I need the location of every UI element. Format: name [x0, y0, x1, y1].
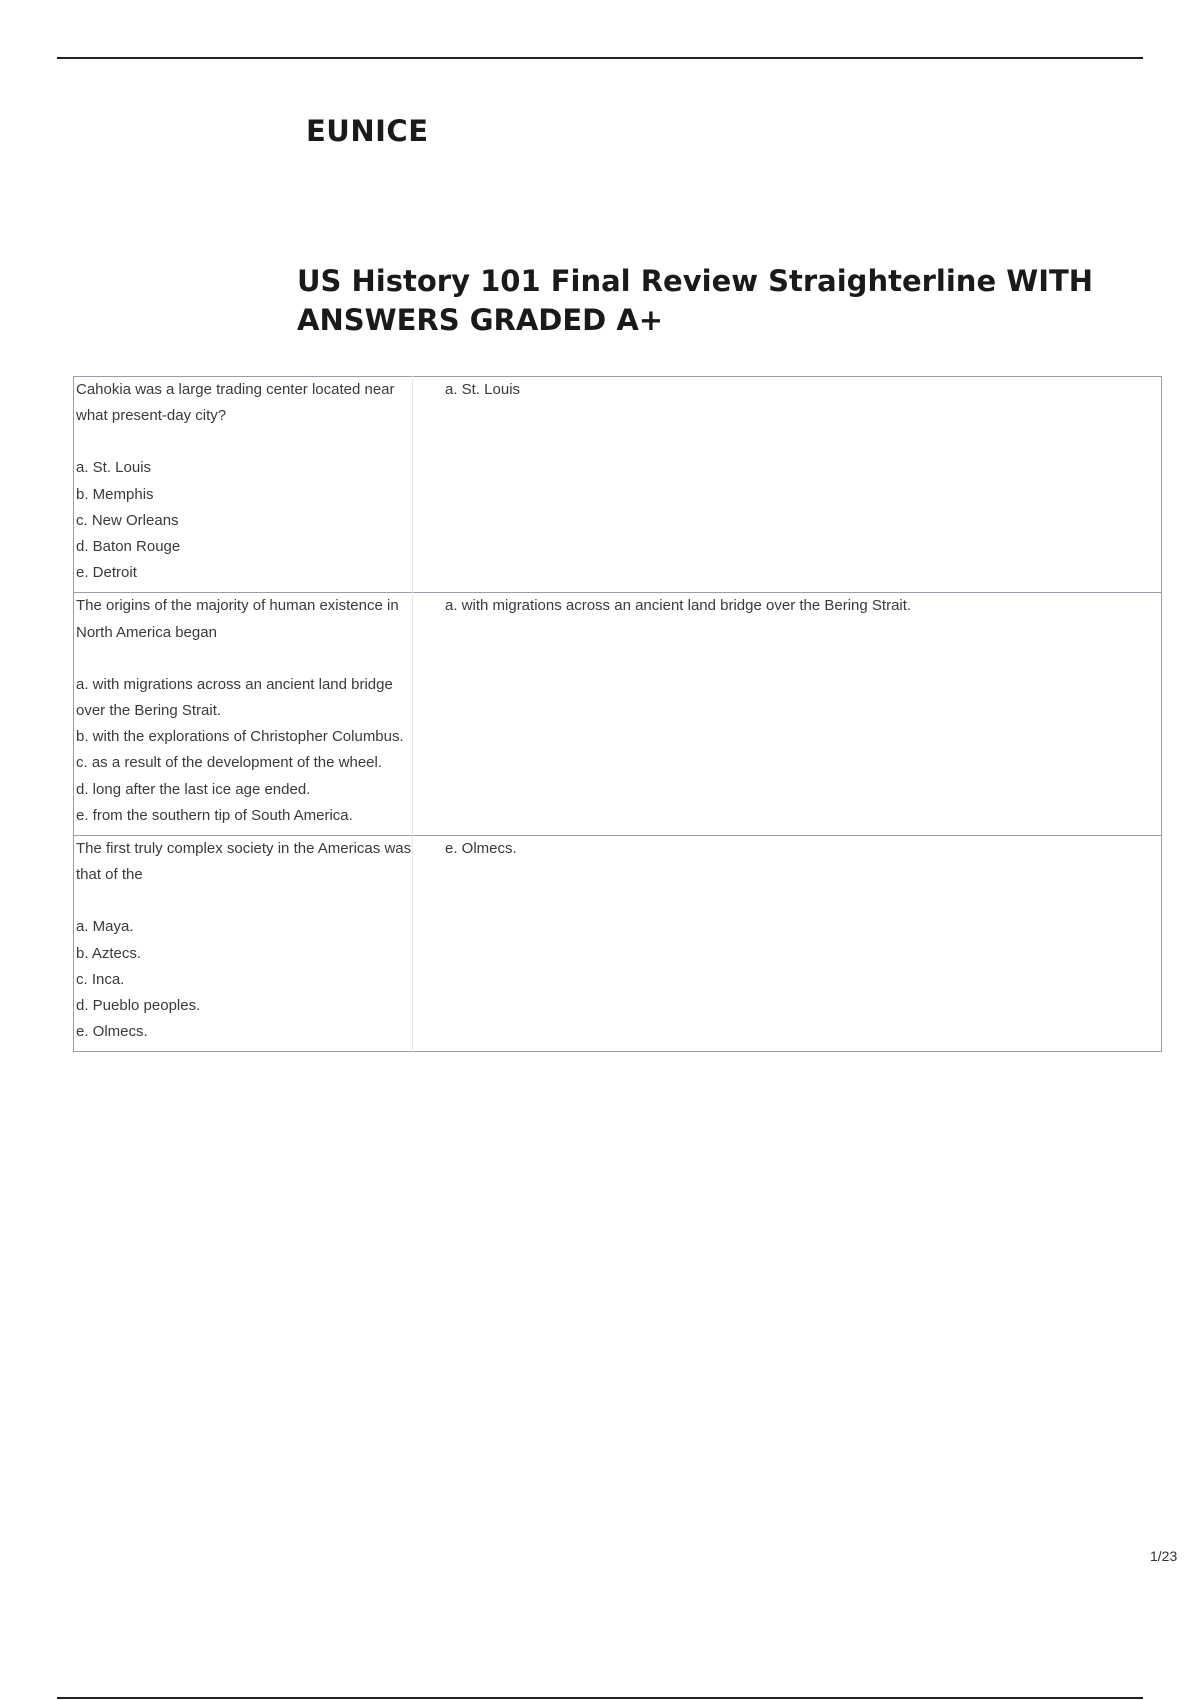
answer-cell: [413, 377, 1162, 593]
answer-cell: [413, 593, 1162, 836]
spacer: [76, 646, 412, 672]
question-cell: [74, 377, 413, 593]
option-item: e. Detroit: [76, 564, 137, 582]
question-answer-table: [73, 376, 1162, 1052]
question-cell: [74, 593, 413, 836]
option-item: a. with migrations across an ancient land bridge over the Bering Strait.: [76, 675, 393, 720]
answer-text: e. Olmecs.: [445, 840, 517, 858]
option-item: d. Baton Rouge: [76, 538, 181, 556]
option-item: b. Aztecs.: [76, 944, 142, 962]
spacer: [76, 429, 412, 455]
option-item: b. Memphis: [76, 485, 154, 503]
page-number: 1/23: [1150, 1548, 1178, 1564]
answer-text: a. St. Louis: [445, 381, 521, 398]
answer-text: a. with migrations across an ancient land bridge over the Bering Strait.: [445, 597, 912, 615]
option-item: d. long after the last ice age ended.: [76, 780, 311, 798]
bottom-rule: [57, 1697, 1143, 1699]
document-title: US History 101 Final Review Straighterline WITH ANSWERS GRADED A+: [297, 264, 1094, 337]
option-item: e. from the southern tip of South America.: [76, 806, 353, 824]
top-rule: [57, 57, 1143, 59]
option-item: c. New Orleans: [76, 511, 179, 529]
author-name: EUNICE: [306, 114, 429, 148]
table-row: [74, 593, 1162, 836]
table-row: [74, 377, 1162, 593]
option-item: a. St. Louis: [76, 459, 152, 477]
table-row: [74, 836, 1162, 1052]
question-text: The first truly complex society in the Americas was that of the: [76, 840, 412, 884]
question-text: Cahokia was a large trading center located near what present-day city?: [76, 381, 395, 425]
option-item: b. with the explorations of Christopher Columbus.: [76, 728, 404, 746]
spacer: [76, 888, 412, 914]
question-cell: [74, 836, 413, 1052]
option-item: c. as a result of the development of the wheel.: [76, 754, 383, 772]
option-item: e. Olmecs.: [76, 1023, 148, 1041]
question-text: The origins of the majority of human existence in North America began: [76, 597, 399, 641]
answer-cell: [413, 836, 1162, 1052]
option-item: c. Inca.: [76, 970, 125, 988]
option-item: d. Pueblo peoples.: [76, 997, 201, 1015]
option-item: a. Maya.: [76, 918, 134, 936]
